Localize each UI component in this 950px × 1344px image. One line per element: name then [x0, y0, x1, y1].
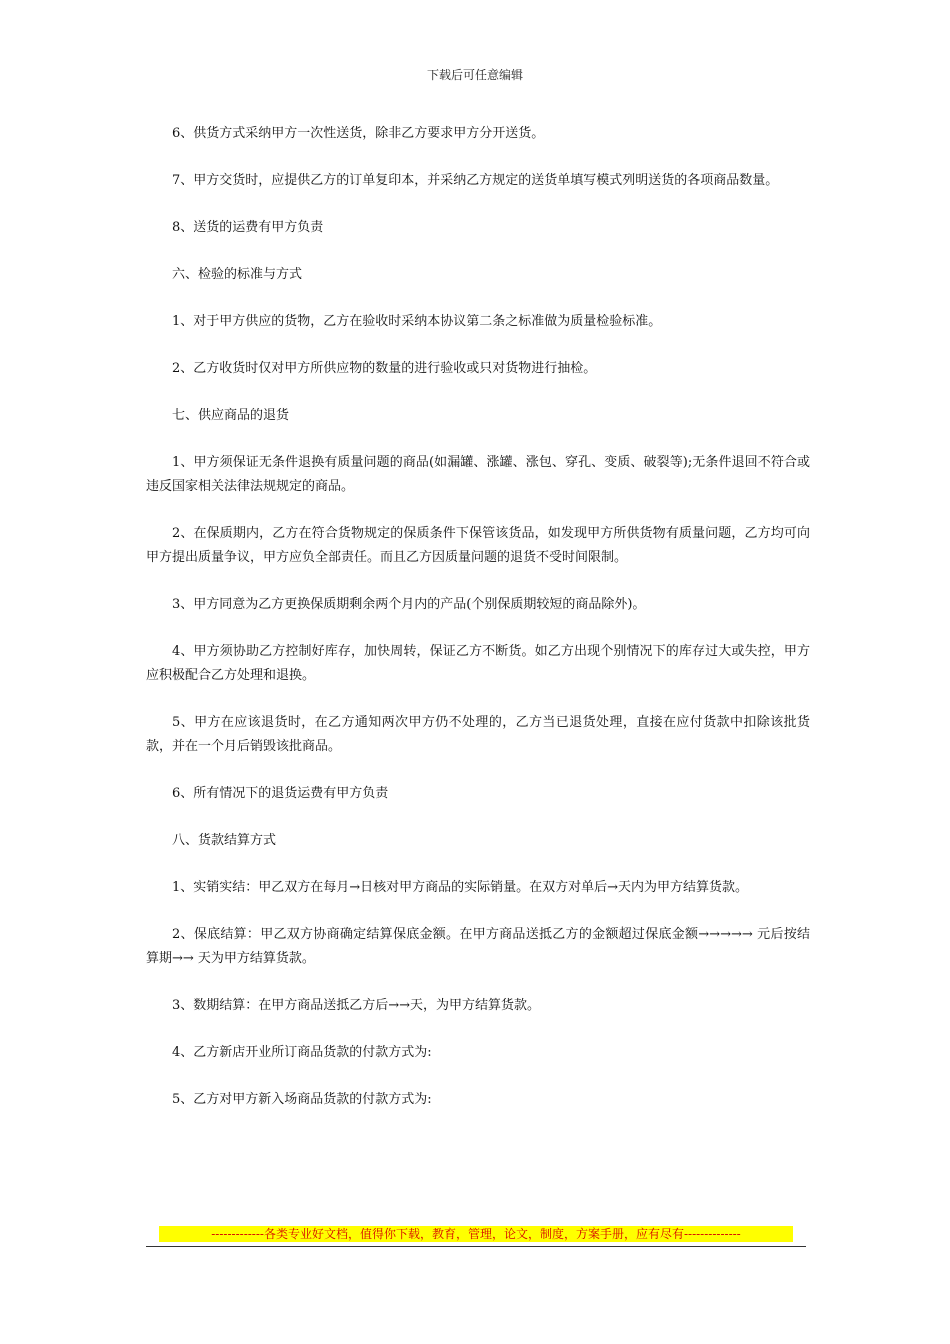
- paragraph: 1、实销实结：甲乙双方在每月→日核对甲方商品的实际销量。在双方对单后→天内为甲方结算货款。: [172, 880, 749, 895]
- section-heading: 六、检验的标准与方式: [172, 267, 303, 282]
- paragraph: 1、甲方须保证无条件退换有质量问题的商品(如漏罐、涨罐、涨包、穿孔、变质、破裂等);无条件退回不符合或违反国家相关法律法规规定的商品。: [146, 455, 810, 494]
- paragraph: 5、乙方对甲方新入场商品货款的付款方式为:: [172, 1092, 432, 1107]
- paragraph: 3、甲方同意为乙方更换保质期剩余两个月内的产品(个别保质期较短的商品除外)。: [172, 597, 646, 612]
- document-body: [146, 122, 810, 1135]
- footer-banner: -------------各类专业好文档，值得你下载，教育，管理，论文，制度，方案手册，应有尽有--------------: [159, 1226, 793, 1242]
- page-header: 下载后可任意编辑: [426, 68, 523, 82]
- section-heading: 七、供应商品的退货: [172, 408, 290, 423]
- paragraph: 4、甲方须协助乙方控制好库存，加快周转，保证乙方不断货。如乙方出现个别情况下的库存过大或失控，甲方应积极配合乙方处理和退换。: [146, 644, 810, 683]
- page-footer: [146, 1226, 806, 1247]
- paragraph: 2、保底结算：甲乙双方协商确定结算保底金额。在甲方商品送抵乙方的金额超过保底金额→→→→→ 元后按结算期→→ 天为甲方结算货款。: [146, 927, 810, 966]
- paragraph: 2、乙方收货时仅对甲方所供应物的数量的进行验收或只对货物进行抽检。: [172, 361, 597, 376]
- paragraph: 2、在保质期内，乙方在符合货物规定的保质条件下保管该货品，如发现甲方所供货物有质量问题，乙方均可向甲方提出质量争议，甲方应负全部责任。而且乙方因质量问题的退货不受时间限制。: [146, 526, 810, 565]
- paragraph: 6、所有情况下的退货运费有甲方负责: [172, 786, 389, 801]
- paragraph: 3、数期结算：在甲方商品送抵乙方后→→天，为甲方结算货款。: [172, 998, 541, 1013]
- paragraph: 1、对于甲方供应的货物，乙方在验收时采纳本协议第二条之标准做为质量检验标准。: [172, 314, 662, 329]
- paragraph: 6、供货方式采纳甲方一次性送货，除非乙方要求甲方分开送货。: [172, 126, 545, 141]
- paragraph: 4、乙方新店开业所订商品货款的付款方式为:: [172, 1045, 432, 1060]
- paragraph: 8、送货的运费有甲方负责: [172, 220, 324, 235]
- section-heading: 八、货款结算方式: [172, 833, 277, 848]
- paragraph: 7、甲方交货时，应提供乙方的订单复印本，并采纳乙方规定的送货单填写模式列明送货的各项商品数量。: [172, 173, 779, 188]
- paragraph: 5、甲方在应该退货时，在乙方通知两次甲方仍不处理的，乙方当已退货处理，直接在应付货款中扣除该批货款，并在一个月后销毁该批商品。: [146, 715, 810, 754]
